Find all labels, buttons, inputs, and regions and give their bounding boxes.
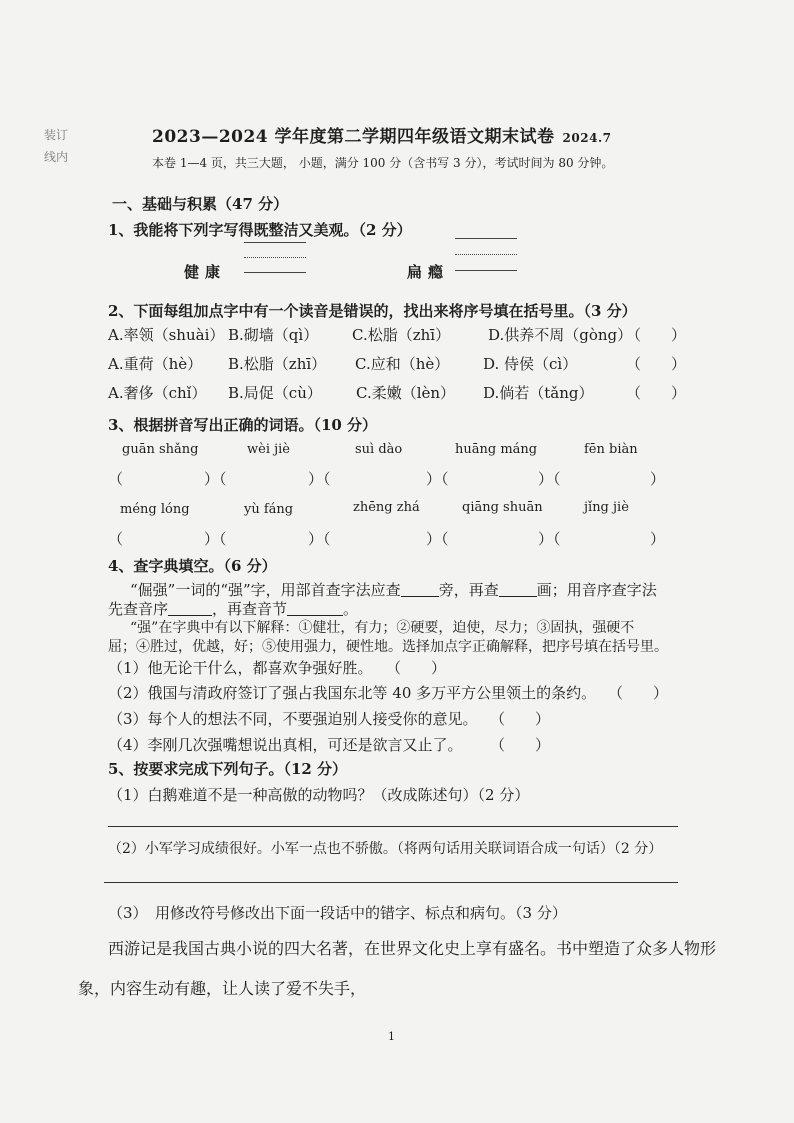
- answer-paren[interactable]: （ ）: [386, 659, 447, 677]
- margin-mark: 线内: [44, 150, 69, 164]
- q4-line2-c: 。: [343, 600, 359, 618]
- pinyin-7: yù fáng: [244, 502, 294, 517]
- question-3-title: 3、根据拼音写出正确的词语。（10 分）: [108, 416, 378, 434]
- answer-paren[interactable]: （ ）: [626, 384, 687, 402]
- copy-word-2: 扁瘾: [407, 263, 450, 281]
- answer-paren[interactable]: ）（: [308, 470, 331, 488]
- title-text: 2023—2024 学年度第二学期四年级语文期末试卷: [152, 127, 555, 147]
- q4-line-1: [130, 579, 657, 600]
- exam-subtitle: 本卷 1—4 页，共三大题， 小题，满分 100 分（含书写 3 分），考试时间为 80 分钟。: [152, 156, 614, 170]
- answer-line[interactable]: [108, 826, 678, 827]
- q4-line-2: [108, 598, 358, 619]
- fill-blank[interactable]: [168, 601, 212, 616]
- q5-paragraph-line-2: 象，内容生动有趣，让人读了爱不失手，: [78, 979, 367, 998]
- exam-date: 2024.7: [562, 131, 612, 145]
- answer-paren[interactable]: ）（: [204, 470, 227, 488]
- answer-paren[interactable]: （ ）: [490, 736, 551, 754]
- fill-blank[interactable]: [401, 582, 439, 597]
- q4-line1-b: 旁，再查: [438, 581, 499, 599]
- q2-row2-b: B.松脂（zhī）: [228, 355, 327, 373]
- question-1-title: 1、我能将下列字写得既整洁又美观。（2 分）: [108, 221, 412, 239]
- answer-paren[interactable]: ）: [650, 470, 666, 488]
- q2-row2-a: A.重荷（hè）: [108, 355, 203, 373]
- q2-row3-b: B.局促（cù）: [228, 384, 322, 402]
- writing-grid-2[interactable]: [455, 232, 517, 276]
- answer-paren[interactable]: （ ）: [490, 710, 551, 728]
- q5-sentence-2: （2）小军学习成绩很好。小军一点也不骄傲。（将两句话用关联词语合成一句话）（2 分）: [108, 841, 663, 857]
- question-4-title: 4、查字典填空。（6 分）: [108, 557, 277, 575]
- q4-line2-a: 先查音序: [108, 600, 169, 618]
- answer-paren[interactable]: ）（: [204, 530, 227, 548]
- answer-paren[interactable]: ）: [650, 530, 666, 548]
- answer-paren[interactable]: （: [108, 530, 124, 548]
- q2-row1-d: D.供养不周（gòng）: [488, 326, 633, 344]
- q4-line-4: 屈；④胜过，优越，好；⑤使用强力，硬性地。选择加点字正确解释，把序号填在括号里。: [108, 639, 668, 655]
- copy-word-1: 健康: [184, 263, 227, 281]
- q2-row3-d: D.倘若（tǎng）: [483, 384, 594, 402]
- q4-line2-b: ，再查音节: [212, 600, 288, 618]
- q4-line-3: “强”在字典中有以下解释：①健壮，有力；②硬要，迫使，尽力；③固执，强硬不: [130, 620, 635, 636]
- q2-row3-a: A.奢侈（chǐ）: [108, 384, 207, 402]
- answer-paren[interactable]: （ ）: [626, 355, 687, 373]
- q4-item-2: （2）俄国与清政府签订了强占我国东北等 40 多万平方公里领土的条约。: [108, 684, 597, 702]
- q2-row2-c: C.应和（hè）: [355, 355, 450, 373]
- answer-paren[interactable]: ）（: [426, 470, 449, 488]
- question-5-title: 5、按要求完成下列句子。（12 分）: [108, 760, 348, 778]
- answer-paren[interactable]: ）（: [426, 530, 449, 548]
- pinyin-1: guān shǎng: [122, 442, 199, 457]
- pinyin-4: huāng máng: [455, 442, 538, 457]
- q5-paragraph-line-1: 西游记是我国古典小说的四大名著，在世界文化史上享有盛名。书中塑造了众多人物形: [108, 939, 717, 958]
- answer-paren[interactable]: ）（: [538, 470, 561, 488]
- answer-paren[interactable]: （ ）: [626, 326, 687, 344]
- q4-item-4: （4）李刚几次强嘴想说出真相，可还是欲言又止了。: [108, 736, 463, 754]
- q2-row3-c: C.柔嫩（lèn）: [356, 384, 456, 402]
- answer-paren[interactable]: ）（: [308, 530, 331, 548]
- writing-grid-1[interactable]: [244, 242, 306, 286]
- fill-blank[interactable]: [287, 601, 343, 616]
- q4-line1-c: 画；用音序查字法: [536, 581, 657, 599]
- pinyin-5: fēn biàn: [584, 442, 638, 457]
- exam-title: [152, 122, 611, 147]
- pinyin-8: zhēng zhá: [353, 500, 420, 515]
- page-number: 1: [388, 1030, 395, 1043]
- section-heading: 一、基础与积累（47 分）: [112, 195, 289, 213]
- question-2-title: 2、下面每组加点字中有一个读音是错误的，找出来将序号填在括号里。（3 分）: [108, 302, 637, 320]
- q5-sentence-1: （1）白鹅难道不是一种高傲的动物吗？（改成陈述句）（2 分）: [108, 786, 530, 804]
- answer-paren[interactable]: ）（: [538, 530, 561, 548]
- pinyin-9: qiāng shuān: [462, 500, 543, 515]
- q4-item-3: （3）每个人的想法不同，不要强迫别人接受你的意见。: [108, 710, 478, 728]
- pinyin-10: jǐng jiè: [584, 500, 629, 515]
- q2-row1-a: A.率领（shuài）: [108, 326, 225, 344]
- answer-line[interactable]: [104, 882, 678, 883]
- answer-paren[interactable]: （ ）: [608, 684, 669, 702]
- pinyin-6: méng lóng: [120, 502, 190, 517]
- q4-line1-a: “倔强”一词的“强”字，用部首查字法应查: [130, 581, 401, 599]
- q2-row2-d: D. 侍侯（cì）: [483, 355, 578, 373]
- answer-paren[interactable]: （: [108, 470, 124, 488]
- pinyin-2: wèi jiè: [247, 442, 290, 457]
- q4-item-1: （1）他无论干什么，都喜欢争强好胜。: [108, 659, 373, 677]
- q2-row1-c: C.松脂（zhī）: [352, 326, 451, 344]
- q5-sentence-3: （3） 用修改符号修改出下面一段话中的错字、标点和病句。（3 分）: [108, 904, 567, 922]
- pinyin-3: suì dào: [355, 442, 403, 457]
- fill-blank[interactable]: [499, 582, 537, 597]
- q2-row1-b: B.砌墙（qì）: [228, 326, 319, 344]
- margin-mark: 装订: [44, 128, 69, 142]
